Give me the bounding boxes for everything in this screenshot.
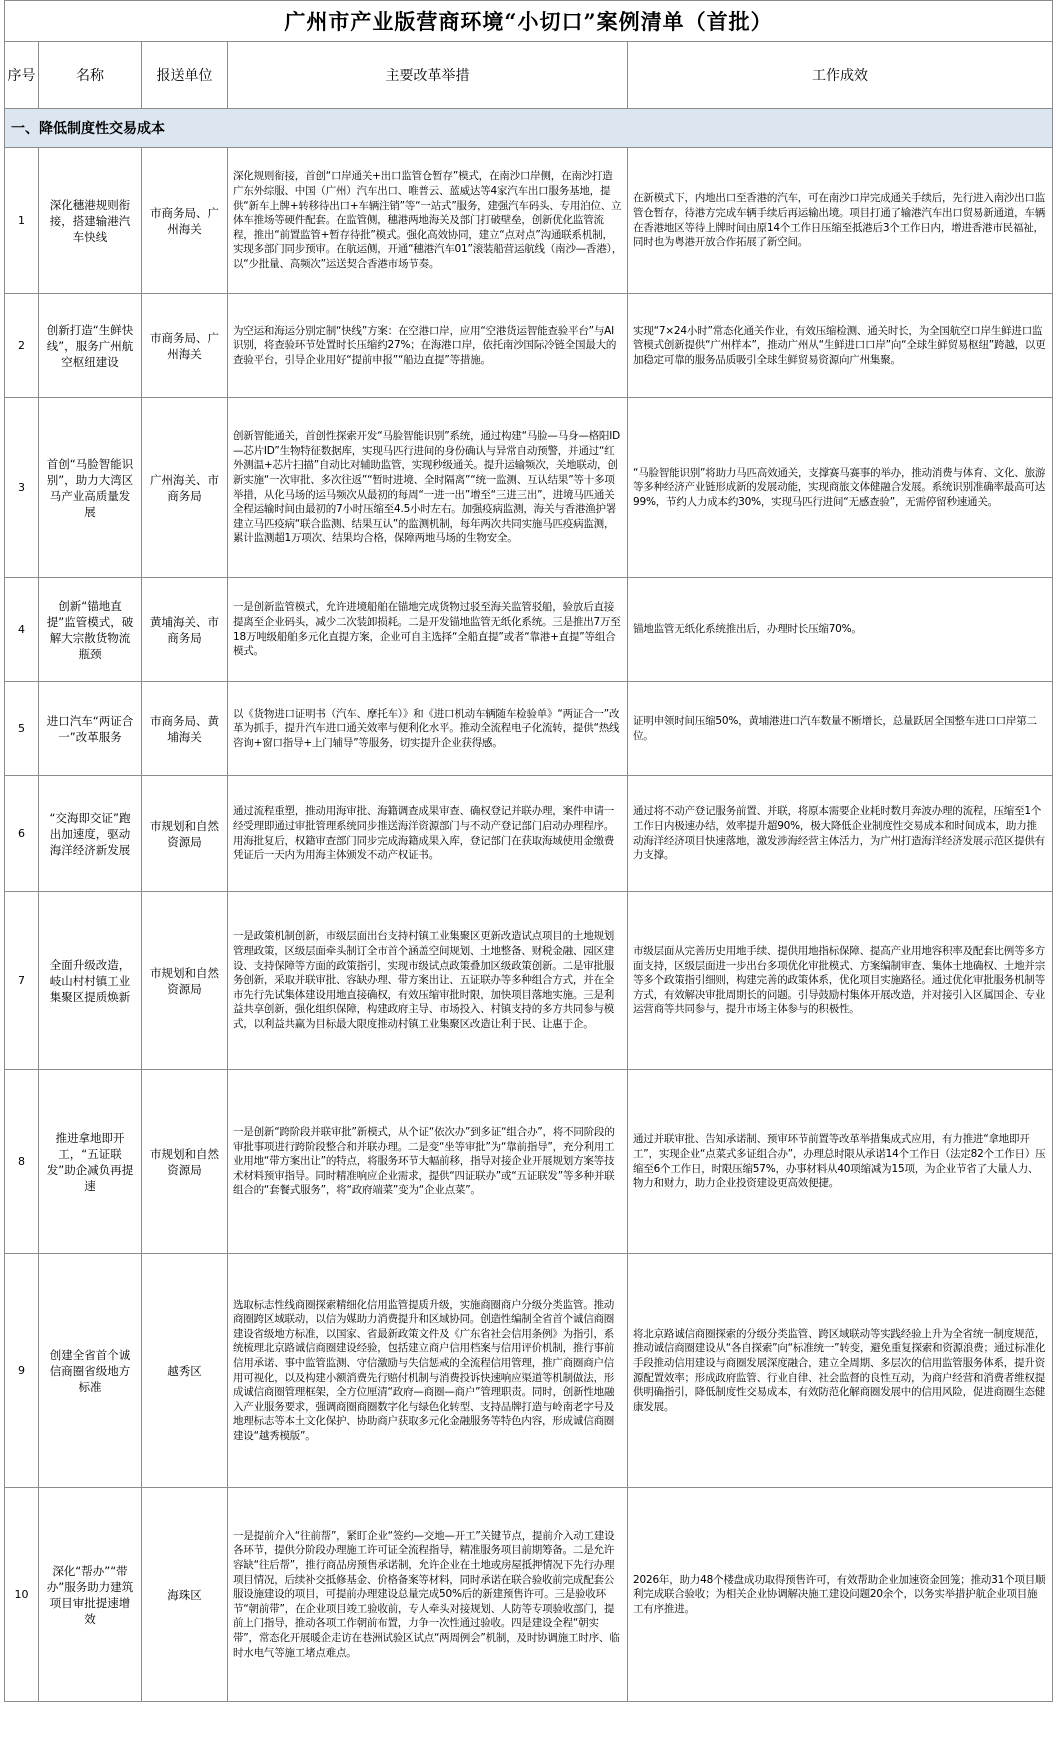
header-measures: 主要改革举措	[228, 42, 628, 109]
table-row	[5, 1488, 1053, 1702]
work-results: 实现“7×24小时”常态化通关作业，有效压缩检测、通关时长，为全国航空口岸生鲜进口监管模式创新提供“广州样本”，推动广州从“生鲜进口口岸”向“全球生鲜贸易枢纽”跨越，以更加稳定可靠的服务品质吸引全球生鲜贸易资源向广州集聚。	[628, 294, 1053, 398]
reform-measures: 通过流程重塑，推动用海审批、海籍调查成果审查、确权登记并联办理，案件申请一经受理即通过审批管理系统同步推送海洋资源部门与不动产登记部门启动办理程序。用海批复后，权籍审查部门同步完成海籍成果入库，登记部门在获取海域使用金缴费凭证后一天内为用海主体颁发不动产权证书。	[228, 776, 628, 892]
reform-measures: 选取标志性线商圈探索精细化信用监管提质升级，实施商圈商户分级分类监管。推动商圈跨区域联动，以信为媒助力消费提升和区域协同。创造性编制全省首个诚信商圈建设省级地方标准，以国家、省最新政策文件及《广东省社会信用条例》为指引，系统梳理北京路诚信商圈建设经验，包括建立商户信用档案与信用评价机制，推行事前信用承诺、事中监管监测、守信激励与失信惩戒的全流程信用管理，推广商圈商户信用可视化，以及构建小额消费先行赔付机制与消费投诉快速响应渠道等机制做法，形成诚信商圈管理框架，全方位厘清“政府—商圈—商户”管理职责。同时，创新性地融入产业服务要求，强调商圈商圈数字化与绿色化转型、支持品牌打造与岭南老字号及地理标志等本土文化保护、协助商户获取多元化金融服务等特色内容，形成诚信商圈建设“越秀模版”。	[228, 1254, 628, 1488]
reporting-unit: 越秀区	[142, 1254, 228, 1488]
reporting-unit: 市商务局、广州海关	[142, 294, 228, 398]
work-results: 锚地监管无纸化系统推出后，办理时长压缩70%。	[628, 578, 1053, 682]
case-name: 首创“马脸智能识别”，助力大湾区马产业高质量发展	[39, 398, 142, 578]
header-no: 序号	[5, 42, 39, 109]
reform-measures: 为空运和海运分别定制“快线”方案：在空港口岸，应用“空港货运智能查验平台”与AI识别，将查验环节处置时长压缩约27%；在海港口岸，依托南沙国际冷链全国最大的查验平台，引导企业用好“提前申报”“船边直提”等措施。	[228, 294, 628, 398]
row-number: 9	[5, 1254, 39, 1488]
reporting-unit: 市商务局、广州海关	[142, 148, 228, 294]
case-name: 创新打造“生鲜快线”，服务广州航空枢纽建设	[39, 294, 142, 398]
work-results: 证明申领时间压缩50%，黄埔港进口汽车数量不断增长，总量跃居全国整车进口口岸第二位。	[628, 682, 1053, 776]
table-row	[5, 578, 1053, 682]
case-name: “交海即交证”跑出加速度，驱动海洋经济新发展	[39, 776, 142, 892]
row-number: 5	[5, 682, 39, 776]
table-row	[5, 1070, 1053, 1254]
case-list-table	[4, 0, 1053, 1702]
reporting-unit: 黄埔海关、市商务局	[142, 578, 228, 682]
reporting-unit: 广州海关、市商务局	[142, 398, 228, 578]
row-number: 8	[5, 1070, 39, 1254]
header-results: 工作成效	[628, 42, 1053, 109]
case-name: 全面升级改造，岐山村村镇工业集聚区提质焕新	[39, 892, 142, 1070]
title-row	[5, 1, 1053, 42]
work-results: 通过并联审批、告知承诺制、预审环节前置等改革举措集成式应用，有力推进“拿地即开工”，实现企业“点菜式多证组合办”，办理总时限从承诺14个工作日（法定82个工作日）压缩至6个工作日，时限压缩57%，办事材料从40项缩减为15项，为企业节省了大量人力、物力和财力，助力企业投资建设更高效便捷。	[628, 1070, 1053, 1254]
work-results: 2026年，助力48个楼盘成功取得预售许可，有效帮助企业加速资金回笼；推动31个项目顺利完成联合验收；为相关企业协调解决施工建设问题20余个，以务实举措护航企业项目施工有序推进。	[628, 1488, 1053, 1702]
section-row	[5, 109, 1053, 148]
row-number: 2	[5, 294, 39, 398]
table-row	[5, 892, 1053, 1070]
row-number: 10	[5, 1488, 39, 1702]
case-name: 创新“锚地直提”监管模式，破解大宗散货物流瓶颈	[39, 578, 142, 682]
table-row	[5, 398, 1053, 578]
work-results: 市级层面从完善历史用地手续、提供用地指标保障、提高产业用地容积率及配套比例等多方面支持，区级层面进一步出台多项优化审批模式、方案编制审查、集体土地确权、土地并宗等多个政策指引细则，构建完善的政策体系，优化项目实施路径。通过优化审批服务机制等方式，有效解决审批周期长的问题。引导鼓励村集体开展改造，并对接引入区属国企、专业运营商等共同参与，提升市场主体参与的积极性。	[628, 892, 1053, 1070]
work-results: 将北京路诚信商圈探索的分级分类监管、跨区域联动等实践经验上升为全省统一制度规范，推动诚信商圈建设从“各自探索”向“标准统一”转变，避免重复探索和资源浪费；通过标准化手段推动信用建设与商圈发展深度融合，建立全周期、多层次的信用监管服务体系，提升资源配置效率；形成政府监管、行业自律、社会监督的良性互动，为商户经营和消费者维权提供明确指引，降低制度性交易成本，有效防范化解商圈发展中的信用风险，促进商圈生态健康发展。	[628, 1254, 1053, 1488]
reform-measures: 一是政策机制创新，市级层面出台支持村镇工业集聚区更新改造试点项目的土地规划管理政策，区级层面牵头制订全市首个涵盖空间规划、土地整备、财税金融、园区建设、支持保障等方面的政策指引，实现市级试点政策叠加区级政策创新。二是审批服务创新，采取并联审批、容缺办理、带方案出让、五证联办等多种组合方式，并在全市先行先试集体建设用地直接确权，有效压缩审批时限，加快项目落地实施。三是利益共享创新，强化组织保障，构建政府主导、市场投入、村镇支持的多方共同参与模式，以利益共赢为目标最大限度推动村镇工业集聚区改造让利于民、让惠于企。	[228, 892, 628, 1070]
header-unit: 报送单位	[142, 42, 228, 109]
work-results: 在新模式下，内地出口至香港的汽车，可在南沙口岸完成通关手续后，先行进入南沙出口监管仓暂存，待港方完成车辆手续后再运输出境。项目打通了输港汽车出口贸易新通道，车辆在香港地区等待上牌时间由原14个工作日压缩至抵港后3个工作日内，增进香港市民福祉，同时也为粤港开放合作拓展了新空间。	[628, 148, 1053, 294]
case-name: 创建全省首个诚信商圈省级地方标准	[39, 1254, 142, 1488]
reform-measures: 以《货物进口证明书（汽车、摩托车）》和《进口机动车辆随车检验单》“两证合一”改革为抓手，提升汽车进口通关效率与便利化水平。推动全流程电子化流转，提供“热线咨询+窗口指导+上门辅导”等服务，切实提升企业获得感。	[228, 682, 628, 776]
table-row	[5, 682, 1053, 776]
section-heading: 一、降低制度性交易成本	[5, 109, 1053, 148]
reform-measures: 创新智能通关，首创性探索开发“马脸智能识别”系统，通过构建“马脸—马身—格阳ID—芯片ID”生物特征数据库，实现马匹行进间的身份确认与异常自动预警，并通过“红外测温+芯片扫描”自动比对辅助监管，实现秒级通关。提升运输频次，关地联动，创新实施“一次审批、多次往返”“暂时进境、全时隔离”“统一监测、互认结果”等十多项举措，从化马场的运马频次从最初的每周“一进一出”增至“三进三出”，进境马匹通关全程运输时间由最初的7小时压缩至4.5小时左右。加强疫病监测，海关与香港渔护署建立马匹疫病“联合监测、结果互认”的监测机制，每年两次共同实施马匹疫病监测，累计监测超1万项次、结果均合格，保障两地马场的生物安全。	[228, 398, 628, 578]
reporting-unit: 市规划和自然资源局	[142, 1070, 228, 1254]
row-number: 7	[5, 892, 39, 1070]
case-name: 深化穗港规则衔接，搭建输港汽车快线	[39, 148, 142, 294]
reform-measures: 一是创新监管模式，允许进境船舶在锚地完成货物过驳至海关监管驳船，验放后直接提离至企业码头，减少二次装卸损耗。二是开发锚地监管无纸化系统。三是推出7万至18万吨级船舶多元化直提方案，企业可自主选择“全船直提”或者“靠港+直提”等组合模式。	[228, 578, 628, 682]
header-name: 名称	[39, 42, 142, 109]
table-row	[5, 776, 1053, 892]
work-results: “马脸智能识别”将助力马匹高效通关，支撑赛马赛事的举办，推动消费与体育、文化、旅游等多种经济产业链形成新的发展动能，实现商旅文体健融合发展。系统识别准确率最高可达99%，节约人力成本约30%，实现马匹行进间“无感查验”，无需停留秒速通关。	[628, 398, 1053, 578]
reporting-unit: 海珠区	[142, 1488, 228, 1702]
row-number: 6	[5, 776, 39, 892]
header-row	[5, 42, 1053, 109]
table-row	[5, 1254, 1053, 1488]
case-name: 深化“帮办”“带办”服务助力建筑项目审批提速增效	[39, 1488, 142, 1702]
work-results: 通过将不动产登记服务前置、并联，将原本需要企业耗时数月奔波办理的流程，压缩至1个工作日内极速办结，效率提升超90%，极大降低企业制度性交易成本和时间成本，助力推动海洋经济项目快速落地，激发涉海经营主体活力，为广州打造海洋经济发展示范区提供有力支撑。	[628, 776, 1053, 892]
table-row	[5, 294, 1053, 398]
reporting-unit: 市规划和自然资源局	[142, 776, 228, 892]
reform-measures: 一是创新“跨阶段并联审批”新模式，从个证“依次办”到多证“组合办”，将不同阶段的审批事项进行跨阶段整合和并联办理。二是变“坐等审批”为“靠前指导”，充分利用工业用地“带方案出让”的特点，将服务环节大幅前移，指导对接企业开展规划方案等技术材料预审指导。同时精准响应企业需求，提供“四证联办”或“五证联发”等多种并联组合的“套餐式服务”，将“政府端菜”变为“企业点菜”。	[228, 1070, 628, 1254]
table-row	[5, 148, 1053, 294]
case-name: 进口汽车“两证合一”改革服务	[39, 682, 142, 776]
reform-measures: 一是提前介入“往前帮”，紧盯企业“签约—交地—开工”关键节点，提前介入动工建设各环节，提供分阶段办理施工许可证全流程指导，精准服务项目前期筹备。二是允许容缺“往后帮”，推行商品房预售承诺制，允许企业在土地或房屋抵押情况下先行办理项目情况，后续补交抵修基金、价格备案等材料，同时承诺在联合验收前完成配套公服设施建设的项目，可提前办理建设总量完成50%后的新建预售许可。三是验收环节“朝前带”，在企业项目竣工验收前，专人牵头对接规划、人防等专项验收部门，提前上门指导，推动各项工作朝前布置，力争一次性通过验收。四是建设全程“朝实带”，常态化开展暖企走访在巷洲试验区试点“两周例会”机制，及时协调施工时序、临时水电气等施工堵点难点。	[228, 1488, 628, 1702]
page-title: 广州市产业版营商环境“小切口”案例清单（首批）	[5, 1, 1053, 42]
case-name: 推进拿地即开工，“五证联发”助企减负再提速	[39, 1070, 142, 1254]
row-number: 1	[5, 148, 39, 294]
reporting-unit: 市规划和自然资源局	[142, 892, 228, 1070]
row-number: 4	[5, 578, 39, 682]
reporting-unit: 市商务局、黄埔海关	[142, 682, 228, 776]
row-number: 3	[5, 398, 39, 578]
reform-measures: 深化规则衔接，首创“口岸通关+出口监管仓暂存”模式，在南沙口岸侧，在南沙打造广东外综服、中国（广州）汽车出口、唯普云、蓝威达等4家汽车出口服务基地，提供“新车上牌+转移待出口+车辆注销”等“一站式”服务，建强汽车码头、专用泊位、立体车推场等硬件配套。在监管侧，穗港两地海关及部门打破壁垒，创新优化监管流程，推出“前置监管+暂存待批”模式。强化高效协同，建立“点对点”沟通联系机制，实现多部门同步预审。在航运侧，开通“穗港汽车01”滚装船营运航线（南沙—香港），以“少批量、高频次”运送契合香港市场节奏。	[228, 148, 628, 294]
